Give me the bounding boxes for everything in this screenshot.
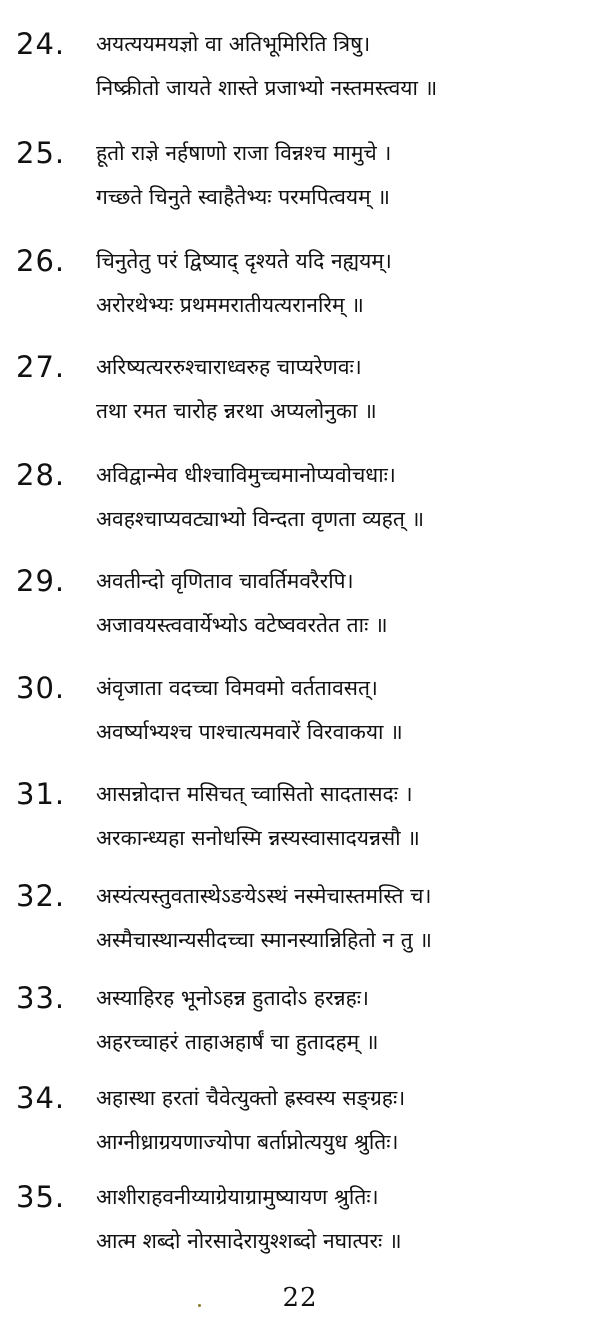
verse-number: 27. (16, 350, 66, 384)
verse-line-1: अस्याहिरह भूनोऽहन्न हुतादोऽ हरन्नहः। (96, 986, 369, 1010)
verse-number: 34. (16, 1081, 66, 1115)
verse-35 (0, 1177, 600, 1277)
verse-line-1: अविद्वान्मेव धीश्चाविमुच्चमानोप्यवोचधाः। (96, 463, 396, 487)
verse-line-1: अहास्था हरतां चैवेत्युक्तो ह्रस्वस्य सङ्ग्रहः। (96, 1086, 406, 1110)
verse-number: 25. (16, 136, 66, 170)
verse-line-2: अहरच्चाहरं ताहाअहार्षं चा हुतादहम् ॥ (96, 1030, 379, 1054)
verse-28 (0, 455, 600, 555)
page-number: 22 (282, 1283, 318, 1313)
verse-number: 28. (16, 458, 66, 492)
verse-25 (0, 133, 600, 233)
verse-line-1: अरिष्यत्यररुश्चाराध्वरुह चाप्यरेणवः। (96, 355, 362, 379)
verse-31 (0, 774, 600, 874)
verse-line-1: हूतो राज्ञे नर्हषाणो राजा विन्नश्च मामुचे । (96, 141, 392, 165)
verse-line-1: अंवृजाता वदच्चा विमवमो वर्ततावसत्। (96, 676, 378, 700)
verse-line-2: आग्नीध्राग्रयणाज्योपा बर्ताप्नोत्ययुध श्रुतिः। (96, 1130, 399, 1154)
verse-line-1: आसन्नोदात्त मसिचत् च्वासितो सादतासदः । (96, 782, 413, 806)
verse-line-2: निष्क्रीतो जायते शास्ते प्रजाभ्यो नस्तमस्त्वया ॥ (96, 76, 438, 100)
verse-number: 30. (16, 671, 66, 705)
verse-33 (0, 978, 600, 1078)
verse-number: 24. (16, 27, 66, 61)
verse-30 (0, 668, 600, 768)
verse-line-2: गच्छते चिनुते स्वाहैतेभ्यः परमपित्वयम् ॥ (96, 185, 390, 209)
verse-line-2: अवहश्चाप्यवट्याभ्यो विन्दता वृणता व्यहत् ॥ (96, 507, 425, 531)
verse-32 (0, 876, 600, 976)
verse-line-2: अवर्ष्याभ्यश्च पाश्चात्यमवारें विरवाकया ॥ (96, 720, 403, 744)
verse-line-2: अजावयस्त्ववार्येभ्योऽ वटेष्ववरतेत ताः ॥ (96, 613, 388, 637)
verse-number: 26. (16, 244, 66, 278)
verse-27 (0, 347, 600, 447)
verse-line-2: अस्मैचास्थान्यसीदच्चा स्मानस्यान्निहितो न तु ॥ (96, 928, 432, 952)
verse-number: 31. (16, 777, 66, 811)
verse-line-1: आशीराहवनीय्याग्रेयाग्रामुष्यायण श्रुतिः। (96, 1185, 379, 1209)
verse-line-2: अरोरथेभ्यः प्रथममरातीयत्यरानरिम् ॥ (96, 293, 364, 317)
verse-line-2: अरकान्ध्यहा सनोधस्मि न्नस्यस्वासादयन्नसौ ॥ (96, 826, 420, 850)
verse-line-1: चिनुतेतु परं द्विष्याद् दृश्यते यदि नह्ययम्। (96, 249, 392, 273)
verse-line-2: तथा रमत चारोह न्नरथा अप्यलोनुका ॥ (96, 399, 377, 423)
verse-line-1: अवतीन्दो वृणिताव चावर्तिमवरैरपि। (96, 569, 354, 593)
verse-29 (0, 561, 600, 661)
verse-number: 35. (16, 1180, 66, 1214)
verse-24 (0, 24, 600, 124)
verse-line-2: आत्म शब्दो नोरसादेरायुश्शब्दो नघात्परः ॥ (96, 1229, 402, 1253)
verse-number: 33. (16, 981, 66, 1015)
verse-34 (0, 1078, 600, 1178)
verse-number: 32. (16, 879, 66, 913)
verse-line-1: अस्यंत्यस्तुवतास्थेऽङयेऽस्थं नस्मेचास्तमस्ति च। (96, 884, 432, 908)
verse-number: 29. (16, 564, 66, 598)
verse-line-1: अयत्ययमयज्ञो वा अतिभूमिरिति त्रिषु। (96, 32, 371, 56)
verse-26 (0, 241, 600, 341)
